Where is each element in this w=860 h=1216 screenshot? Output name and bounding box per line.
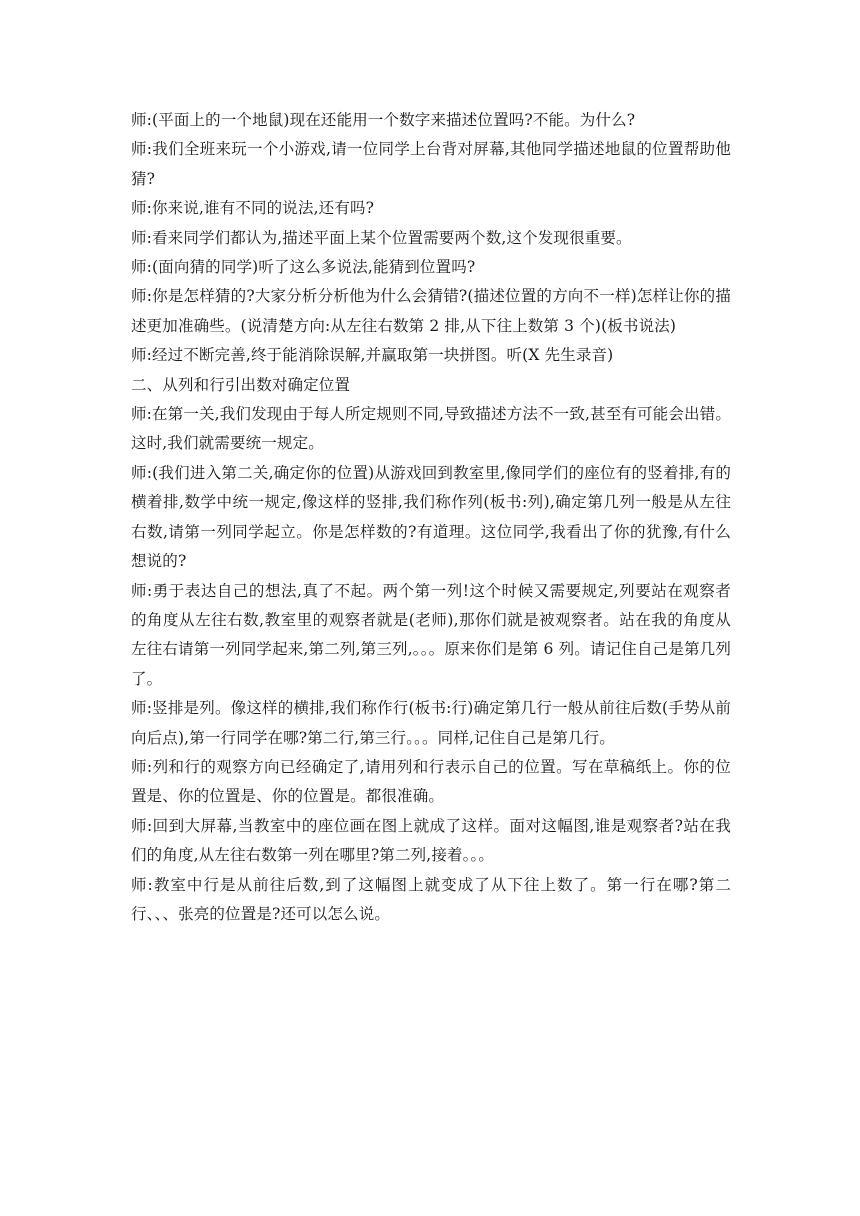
paragraph: 师:你来说,谁有不同的说法,还有吗?	[131, 199, 375, 218]
paragraph: 师:教室中行是从前往后数,到了这幅图上就变成了从下往上数了。第一行在哪?第二行、、、张亮的位置是?还可以怎么说。	[131, 875, 731, 923]
paragraph: 师:你是怎样猜的?大家分析分析他为什么会猜错?(描述位置的方向不一样)怎样让你的描述更加准确些。(说清楚方向:从左往右数第 2 排,从下往上数第 3 个)(板书说法)	[131, 287, 731, 335]
paragraph: 师:竖排是列。像这样的横排,我们称作行(板书:行)确定第几行一般从前往后数(手势从前向后点),第一行同学在哪?第二行,第三行。。。同样,记住自己是第几行。	[131, 699, 731, 747]
paragraph: 师:看来同学们都认为,描述平面上某个位置需要两个数,这个发现很重要。	[131, 228, 632, 247]
document-body	[131, 106, 731, 929]
paragraph: 师:(我们进入第二关,确定你的位置)从游戏回到教室里,像同学们的座位有的竖着排,有的横着排,数学中统一规定,像这样的竖排,我们称作列(板书:列),确定第几列一般是从左往右数,请第一列同学起立。你是怎样数的?有道理。这位同学,我看出了你的犹豫,有什么想说的?	[131, 463, 731, 571]
paragraph: 师:勇于表达自己的想法,真了不起。两个第一列!这个时候又需要规定,列要站在观察者的角度从左往右数,教室里的观察者就是(老师),那你们就是被观察者。站在我的角度从左往右请第一列同学起来,第二列,第三列,。。。原来你们是第 6 列。请记住自己是第几列了。	[131, 581, 731, 688]
paragraph: 师:回到大屏幕,当教室中的座位画在图上就成了这样。面对这幅图,谁是观察者?站在我们的角度,从左往右数第一列在哪里?第二列,接着。。。	[131, 816, 731, 865]
paragraph: 师:在第一关,我们发现由于每人所定规则不同,导致描述方法不一致,甚至有可能会出错。这时,我们就需要统一规定。	[131, 405, 731, 453]
paragraph: 师:经过不断完善,终于能消除误解,并赢取第一块拼图。听(X 先生录音)	[131, 346, 614, 365]
paragraph: 师:我们全班来玩一个小游戏,请一位同学上台背对屏幕,其他同学描述地鼠的位置帮助他猜?	[131, 140, 731, 188]
section-heading: 二、从列和行引出数对确定位置	[131, 375, 351, 394]
paragraph: 师:列和行的观察方向已经确定了,请用列和行表示自己的位置。写在草稿纸上。你的位置是、你的位置是、你的位置是。都很准确。	[131, 757, 731, 806]
paragraph: 师:(平面上的一个地鼠)现在还能用一个数字来描述位置吗?不能。为什么?	[131, 111, 636, 129]
paragraph: 师:(面向猜的同学)听了这么多说法,能猜到位置吗?	[131, 258, 476, 277]
